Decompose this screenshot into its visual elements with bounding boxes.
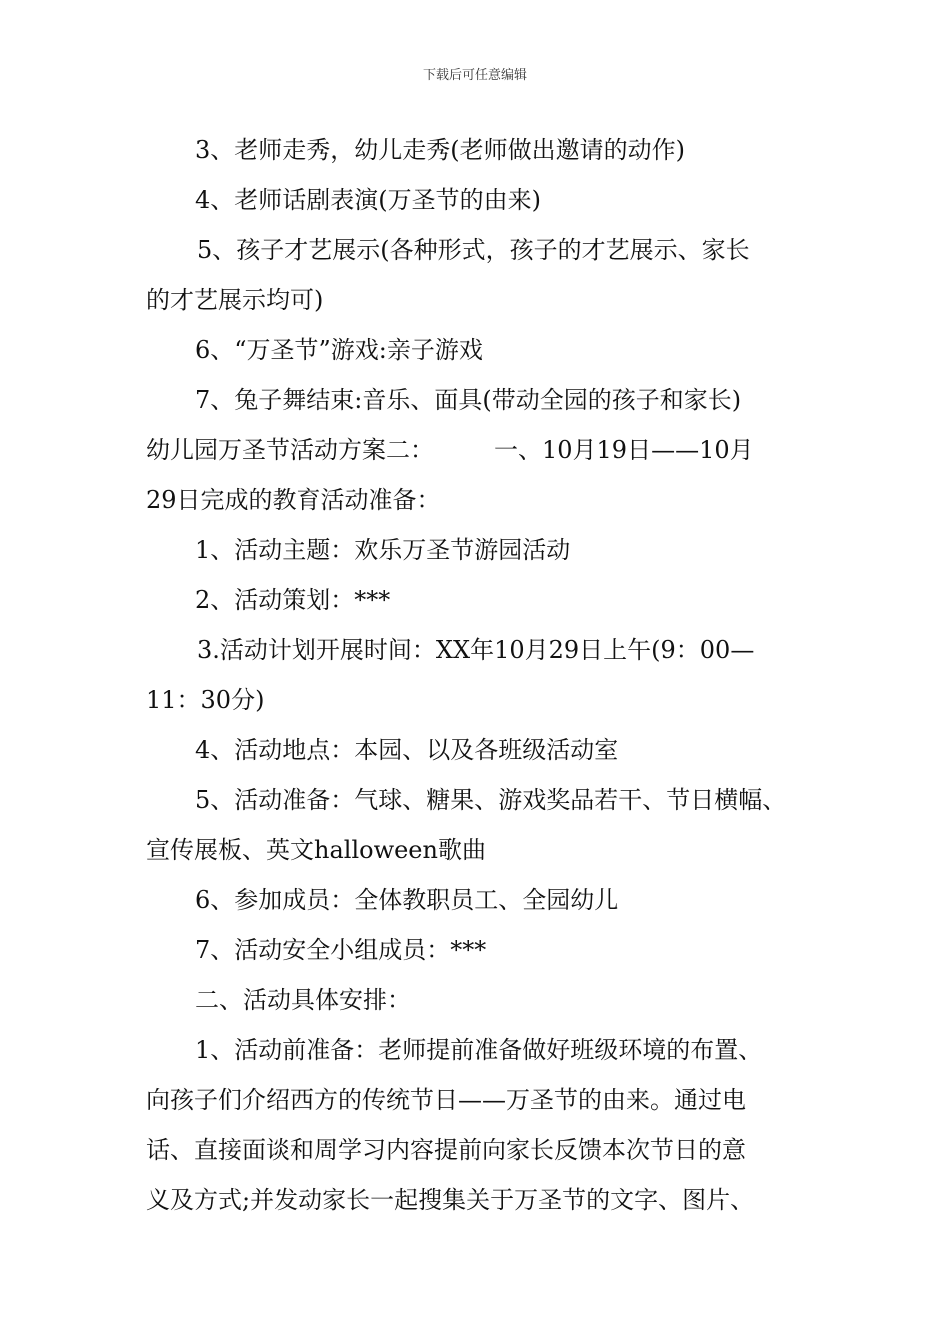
text-line: 6、参加成员：全体教职员工、全园幼儿 bbox=[195, 886, 619, 914]
text-line: 4、活动地点：本园、以及各班级活动室 bbox=[195, 736, 619, 764]
text-line: 3.活动计划开展时间：XX年10月29日上午(9：00— bbox=[197, 636, 755, 664]
text-line: 幼儿园万圣节活动方案二： 一、10月19日——10月 bbox=[146, 436, 754, 464]
text-line: 1、活动前准备：老师提前准备做好班级环境的布置、 bbox=[195, 1036, 763, 1064]
text-line: 二、活动具体安排： bbox=[195, 986, 411, 1014]
text-line: 7、活动安全小组成员：*** bbox=[195, 936, 487, 964]
text-line: 话、直接面谈和周学习内容提前向家长反馈本次节日的意 bbox=[146, 1136, 746, 1164]
text-line: 7、兔子舞结束:音乐、面具(带动全园的孩子和家长) bbox=[195, 386, 742, 414]
text-line: 义及方式;并发动家长一起搜集关于万圣节的文字、图片、 bbox=[146, 1186, 755, 1214]
text-line: 3、老师走秀，幼儿走秀(老师做出邀请的动作) bbox=[195, 136, 685, 164]
text-line: 5、孩子才艺展示(各种形式，孩子的才艺展示、家长 bbox=[197, 236, 750, 264]
text-line: 2、活动策划：*** bbox=[195, 586, 391, 614]
document-body bbox=[146, 125, 816, 1225]
text-line: 29日完成的教育活动准备： bbox=[146, 486, 441, 514]
text-line: 5、活动准备：气球、糖果、游戏奖品若干、节日横幅、 bbox=[195, 786, 787, 814]
text-line: 4、老师话剧表演(万圣节的由来) bbox=[195, 186, 541, 214]
text-line: 向孩子们介绍西方的传统节日——万圣节的由来。通过电 bbox=[146, 1086, 746, 1114]
page-header: 下载后可任意编辑 bbox=[422, 68, 527, 83]
text-line: 的才艺展示均可) bbox=[146, 286, 324, 314]
text-line: 1、活动主题：欢乐万圣节游园活动 bbox=[195, 536, 571, 564]
text-line: 11：30分) bbox=[146, 686, 265, 714]
text-line: 宣传展板、英文halloween歌曲 bbox=[146, 836, 486, 864]
text-line: 6、“万圣节”游戏:亲子游戏 bbox=[195, 336, 483, 364]
